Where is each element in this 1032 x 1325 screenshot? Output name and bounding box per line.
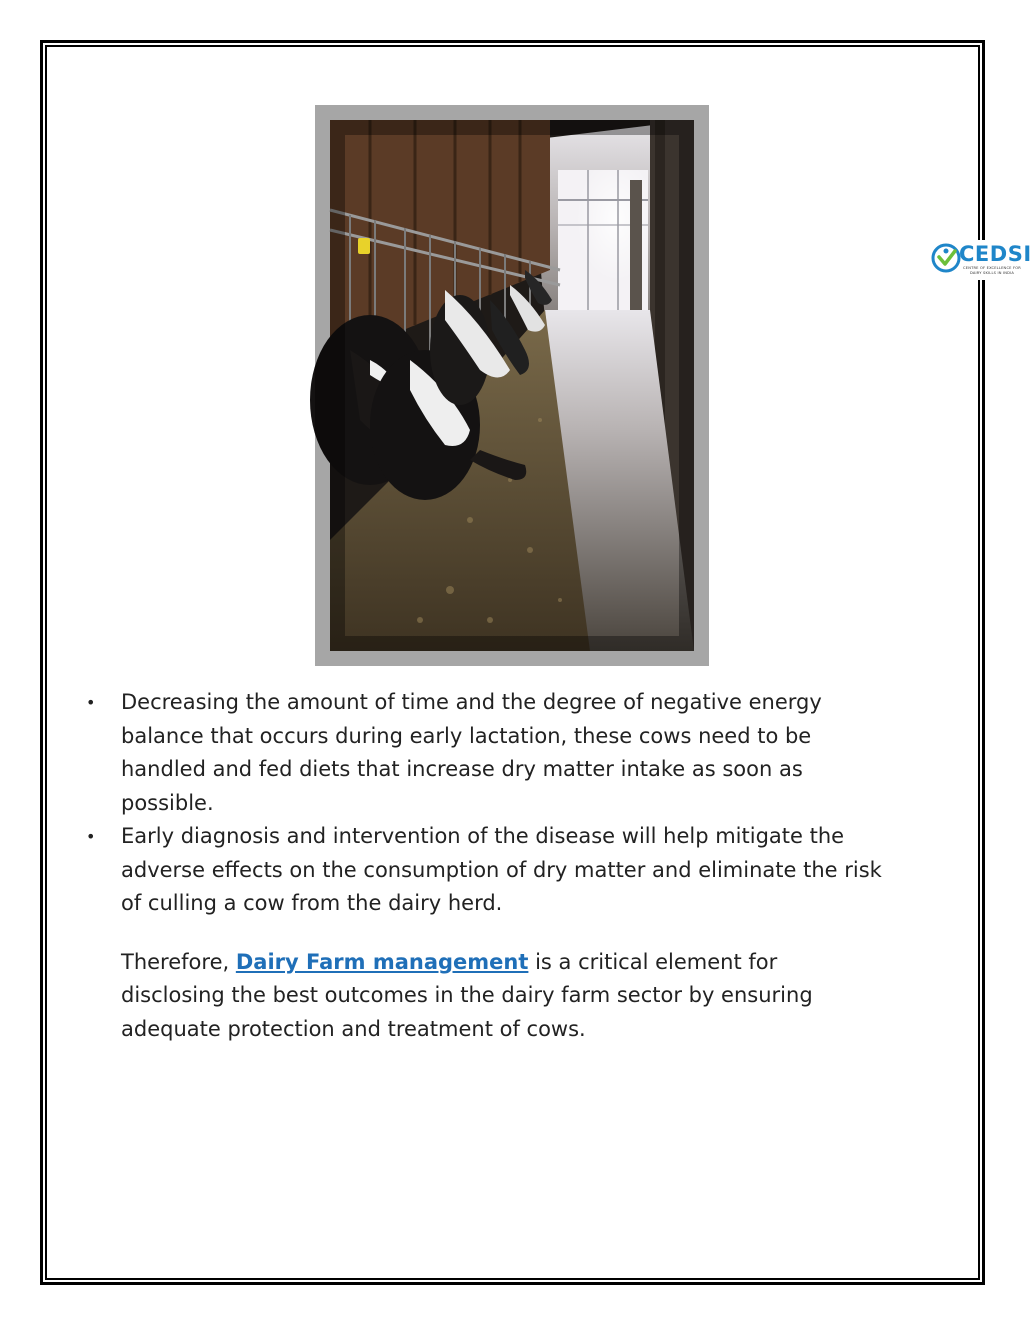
list-item: • Decreasing the amount of time and the degree of negative energy balance that occurs during early lactation, these cows need to be handled and fed diets that increase dry matter intake as soon as possible.	[86, 686, 886, 820]
paragraph-rest: is a critical element for disclosing the best outcomes in the dairy farm sector by ensuring adequate protection and treatment of cows.	[121, 949, 813, 1041]
dairy-farm-management-link[interactable]: Dairy Farm management	[235, 949, 529, 974]
logo-tagline: CENTRE OF EXCELLENCE FOR DAIRY SKILLS IN INDIA	[963, 266, 1021, 275]
check-person-icon	[931, 243, 961, 273]
dairy-barn-photo	[330, 120, 1032, 651]
paragraph-intro: Therefore,	[121, 949, 236, 974]
bullet-list	[86, 686, 886, 921]
conclusion-paragraph	[86, 946, 886, 1047]
list-item: • Early diagnosis and intervention of the disease will help mitigate the adverse effects on the consumption of dry matter and eliminate the risk of culling a cow from the dairy herd.	[86, 820, 886, 921]
body-content	[86, 686, 886, 1067]
logo-name: CEDSI	[959, 242, 1032, 266]
cedsi-logo	[929, 240, 1032, 280]
